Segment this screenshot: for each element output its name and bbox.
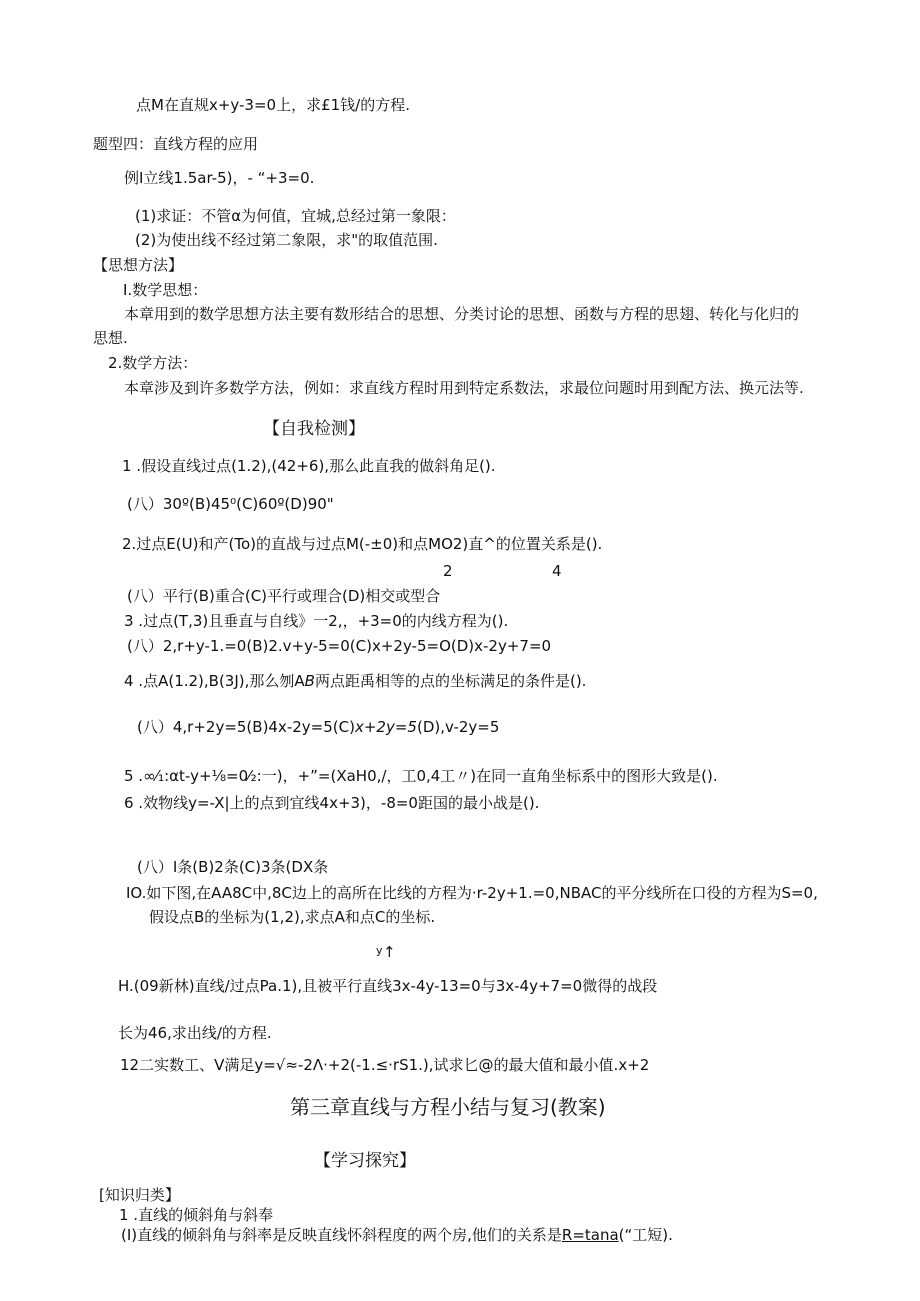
question-line: 6 .效物线y=-X|上的点到宜线4x+3)，-8=0距国的最小战是(). bbox=[124, 794, 540, 812]
text-line: (2)为使出线不经过第二象限，求"的取值范围. bbox=[135, 231, 438, 249]
section-heading: [知识归类】 bbox=[99, 1186, 180, 1204]
formula: R=tana bbox=[561, 1226, 619, 1244]
text-line: 1 .直线的倾斜角与斜奉 bbox=[119, 1206, 274, 1224]
text-span: 4 .点A(1.2),B(3J),那么刎A bbox=[124, 672, 305, 690]
section-heading: 【思想方法】 bbox=[93, 256, 184, 274]
question-line: 12二实数工、V满足y=√≈-2Λ·+2(-1.≤·rS1.),试求匕@的最大值和最小值.x+2 bbox=[120, 1056, 650, 1074]
section-heading: 题型四：直线方程的应用 bbox=[93, 135, 259, 153]
question-line: 3 .过点(T,3)且垂直与自线》一2,，+3=0的内线方程为(). bbox=[124, 612, 509, 630]
question-line bbox=[124, 671, 586, 691]
arrow-up-icon: ↑ bbox=[383, 943, 396, 961]
question-line: 5 .∞⁄₁:αt-y+⅛=0⁄₂:一)，+”=(XaH0,/，工0,4工〃)在同一直角坐标系中的图形大致是(). bbox=[124, 767, 718, 785]
section-heading: 【自我检测】 bbox=[263, 419, 365, 439]
text-span: (八）4,r+2y=5(B)4x-2y=5(C) bbox=[137, 718, 355, 736]
options-line: (八）I条(B)2条(C)3条(DX条 bbox=[137, 858, 329, 876]
text-line: 点M在直规x+y-3=0上，求£1钱/的方程. bbox=[136, 96, 410, 114]
text-line: 思想. bbox=[93, 329, 128, 347]
question-line: 1 .假设直线过点(1.2),(42+6),那么此直我的做斜角足(). bbox=[122, 457, 496, 475]
section-heading: 【学习探究】 bbox=[314, 1151, 416, 1171]
options-line bbox=[137, 717, 499, 737]
text-line: 4 bbox=[552, 562, 562, 580]
text-span: 两点距禹相等的点的坐标满足的条件是(). bbox=[314, 672, 587, 690]
axis-label: y bbox=[376, 944, 383, 957]
text-line: 本章用到的数学思想方法主要有数形结合的思想、分类讨论的思想、函数与方程的思翅、转化与化归的 bbox=[124, 305, 800, 323]
text-span: B bbox=[304, 672, 315, 690]
text-span: (I)直线的倾斜角与斜率是反映直线怀斜程度的两个房,他们的关系是 bbox=[121, 1226, 562, 1244]
text-line: 2 bbox=[443, 562, 453, 580]
options-line: (八）2,r+y-1.=0(B)2.v+y-5=0(C)x+2y-5=O(D)x-2y+7=0 bbox=[127, 637, 552, 655]
question-line: IO.如下图,在AA8C中,8C边上的高所在比线的方程为·r-2y+1.=0,NBAC的平分线所在口役的方程为S=0, bbox=[126, 884, 818, 902]
text-line: 2.数学方法： bbox=[108, 354, 198, 372]
text-line: (1)求证：不管α为何值，宜城,总经过第一象限： bbox=[135, 207, 456, 225]
text-line: 例I立线1.5ar-5)，- “+3=0. bbox=[124, 169, 315, 187]
question-line: H.(09新林)直线/过点Pa.1),且被平行直线3x-4y-13=0与3x-4y+7=0微得的战段 bbox=[118, 977, 658, 995]
options-line: (八）30º(B)45⁰(C)60º(D)90" bbox=[127, 495, 334, 513]
text-line: I.数学思想： bbox=[123, 281, 208, 299]
text-span: (D),v-2y=5 bbox=[416, 718, 500, 736]
text-line bbox=[121, 1225, 673, 1245]
options-line: (八）平行(B)重合(C)平行或理合(D)相交或型合 bbox=[127, 587, 441, 605]
question-line: 2.过点E(U)和产(To)的直战与过点M(-±0)和点MO2)直^的位置关系是(). bbox=[122, 535, 603, 553]
text-line: 本章涉及到许多数学方法，例如：求直线方程时用到特定系数法，求最位问题时用到配方法、换元法等. bbox=[124, 379, 804, 397]
chapter-title: 第三章直线与方程小结与复习(教案) bbox=[290, 1095, 606, 1119]
text-span: x+2y=5 bbox=[354, 718, 417, 736]
text-line: 长为46,求出线/的方程. bbox=[118, 1024, 272, 1042]
text-span: (“工短). bbox=[618, 1226, 673, 1244]
text-line: 假设点B的坐标为(1,2),求点A和点C的坐标. bbox=[149, 908, 436, 926]
